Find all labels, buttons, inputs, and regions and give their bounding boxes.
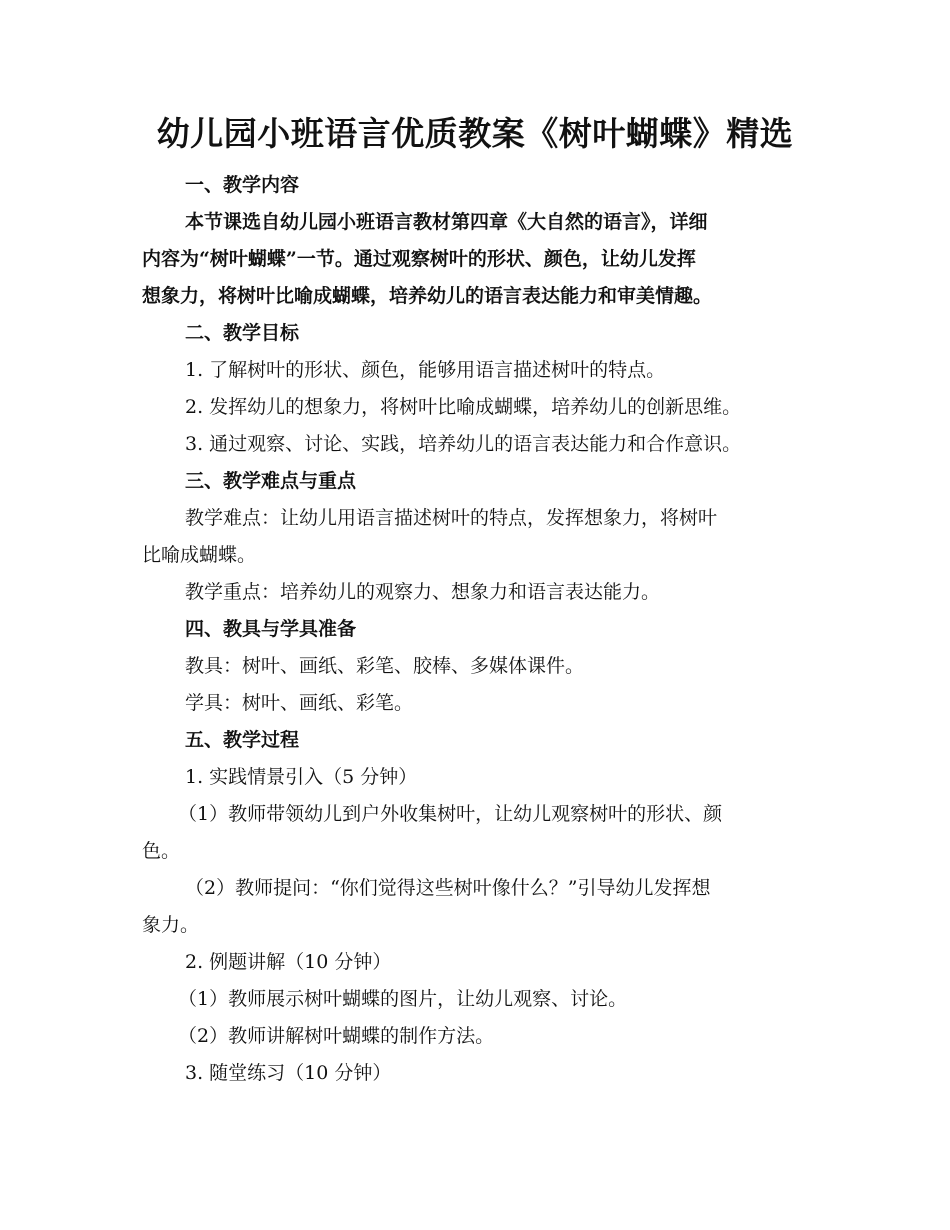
goal-item: 1. 了解树叶的形状、颜色，能够用语言描述树叶的特点。 (185, 359, 666, 381)
process-step: 2. 例题讲解（10 分钟） (185, 951, 392, 973)
goal-item: 3. 通过观察、讨论、实践，培养幼儿的语言表达能力和合作意识。 (185, 433, 742, 455)
process-substep: （1）教师带领幼儿到户外收集树叶，让幼儿观察树叶的形状、颜 (178, 803, 723, 825)
content-paragraph-line: 想象力，将树叶比喻成蝴蝶，培养幼儿的语言表达能力和审美情趣。 (142, 285, 713, 307)
section-heading-goals: 二、教学目标 (185, 322, 300, 344)
student-materials: 学具：树叶、画纸、彩笔。 (185, 692, 414, 714)
process-substep: （2）教师讲解树叶蝴蝶的制作方法。 (178, 1025, 495, 1047)
process-step: 3. 随堂练习（10 分钟） (185, 1062, 392, 1084)
process-substep: 象力。 (142, 914, 200, 936)
teacher-materials: 教具：树叶、画纸、彩笔、胶棒、多媒体课件。 (185, 655, 585, 677)
key-point-text: 教学重点：培养幼儿的观察力、想象力和语言表达能力。 (185, 581, 661, 603)
difficulty-text: 比喻成蝴蝶。 (142, 544, 257, 566)
process-substep: （1）教师展示树叶蝴蝶的图片，让幼儿观察、讨论。 (178, 988, 628, 1010)
process-step: 1. 实践情景引入（5 分钟） (185, 766, 418, 788)
goal-item: 2. 发挥幼儿的想象力，将树叶比喻成蝴蝶，培养幼儿的创新思维。 (185, 396, 742, 418)
section-heading-content: 一、教学内容 (185, 174, 300, 196)
section-heading-difficulty: 三、教学难点与重点 (185, 470, 357, 492)
content-paragraph-line: 内容为“树叶蝴蝶”一节。通过观察树叶的形状、颜色，让幼儿发挥 (142, 248, 696, 270)
difficulty-text: 教学难点：让幼儿用语言描述树叶的特点，发挥想象力，将树叶 (185, 507, 718, 529)
document-title: 幼儿园小班语言优质教案《树叶蝴蝶》精选 (156, 114, 794, 153)
content-paragraph-line: 本节课选自幼儿园小班语言教材第四章《大自然的语言》，详细 (185, 211, 708, 233)
section-heading-materials: 四、教具与学具准备 (185, 618, 357, 640)
section-heading-process: 五、教学过程 (185, 729, 300, 751)
process-substep: （2）教师提问：“你们觉得这些树叶像什么？”引导幼儿发挥想 (185, 877, 711, 899)
process-substep: 色。 (142, 840, 181, 862)
